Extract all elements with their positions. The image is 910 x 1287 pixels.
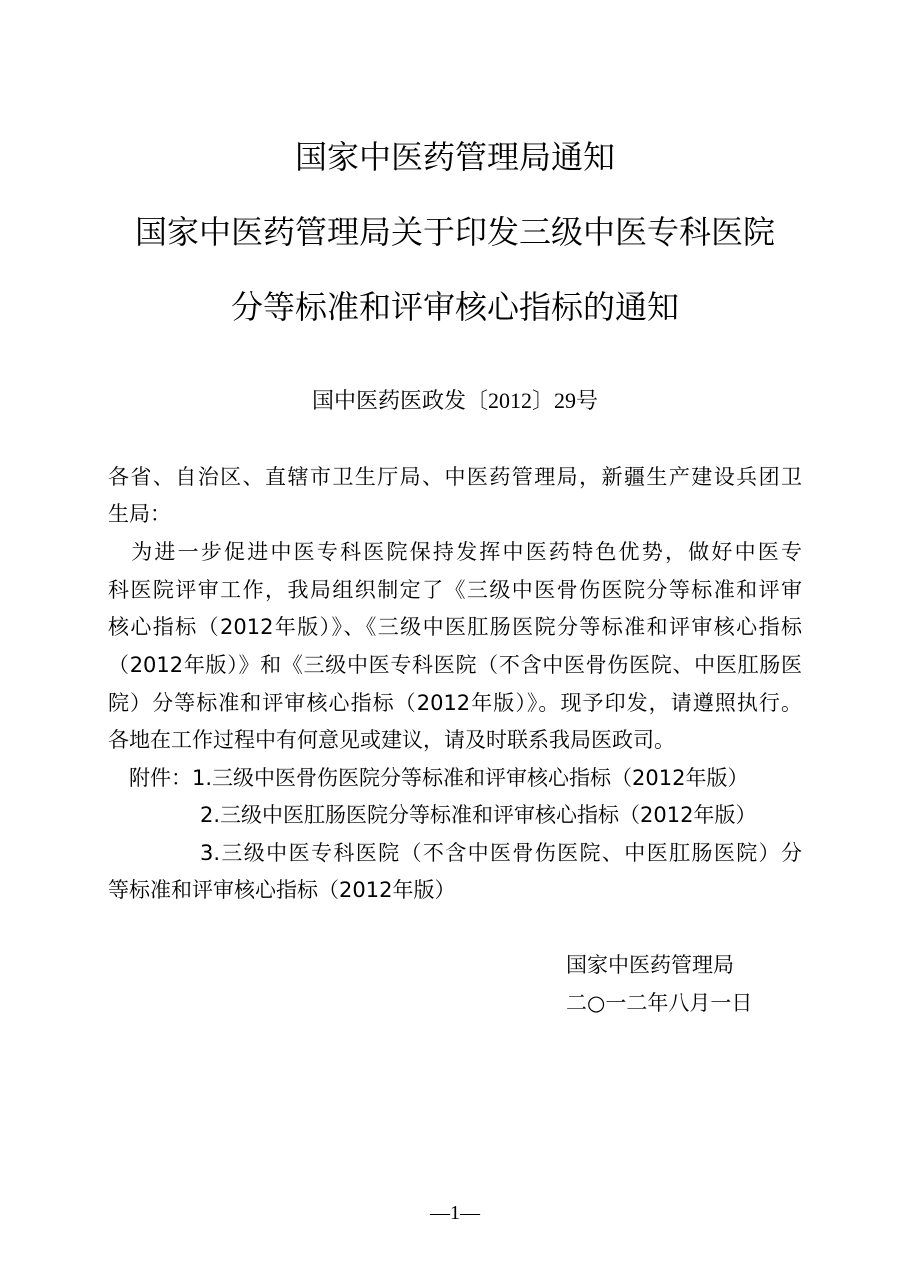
notice-title: 国家中医药管理局通知 [294, 138, 615, 176]
attachment-line-2: 2.三级中医肛肠医院分等标准和评审核心指标（2012年版） [200, 803, 757, 827]
signature-organization: 国家中医药管理局 [566, 953, 734, 977]
document-number: 国中医药医政发〔2012〕29号 [311, 388, 598, 413]
document-title-line-2: 分等标准和评审核心指标的通知 [230, 288, 679, 326]
attachment-line-3-continued: 等标准和评审核心指标（2012年版） [108, 878, 456, 902]
body-paragraph-line: 为进一步促进中医专科医院保持发挥中医药特色优势，做好中医专 [108, 540, 802, 564]
addressee-line-2: 生局： [108, 502, 171, 526]
body-paragraph-line: 科医院评审工作，我局组织制定了《三级中医骨伤医院分等标准和评审 [108, 578, 802, 602]
signature-date: 二○一二年八月一日 [566, 991, 753, 1015]
body-paragraph-line: 院）分等标准和评审核心指标（2012年版）》。现予印发，请遵照执行。 [108, 691, 802, 715]
attachment-line-1: 附件：1.三级中医骨伤医院分等标准和评审核心指标（2012年版） [108, 766, 749, 790]
body-paragraph-line: （2012年版）》和《三级中医专科医院（不含中医骨伤医院、中医肛肠医 [108, 653, 802, 677]
page-number: —1— [430, 1202, 480, 1224]
body-paragraph-line: 核心指标（2012年版）》、《三级中医肛肠医院分等标准和评审核心指标 [108, 615, 802, 639]
attachment-line-3: 3.三级中医专科医院（不含中医骨伤医院、中医肛肠医院）分 [200, 841, 802, 865]
addressee-line-1: 各省、自治区、直辖市卫生厅局、中医药管理局，新疆生产建设兵团卫 [108, 465, 802, 489]
document-title-line-1: 国家中医药管理局关于印发三级中医专科医院 [134, 213, 775, 251]
body-paragraph-line: 各地在工作过程中有何意见或建议，请及时联系我局医政司。 [108, 728, 675, 752]
